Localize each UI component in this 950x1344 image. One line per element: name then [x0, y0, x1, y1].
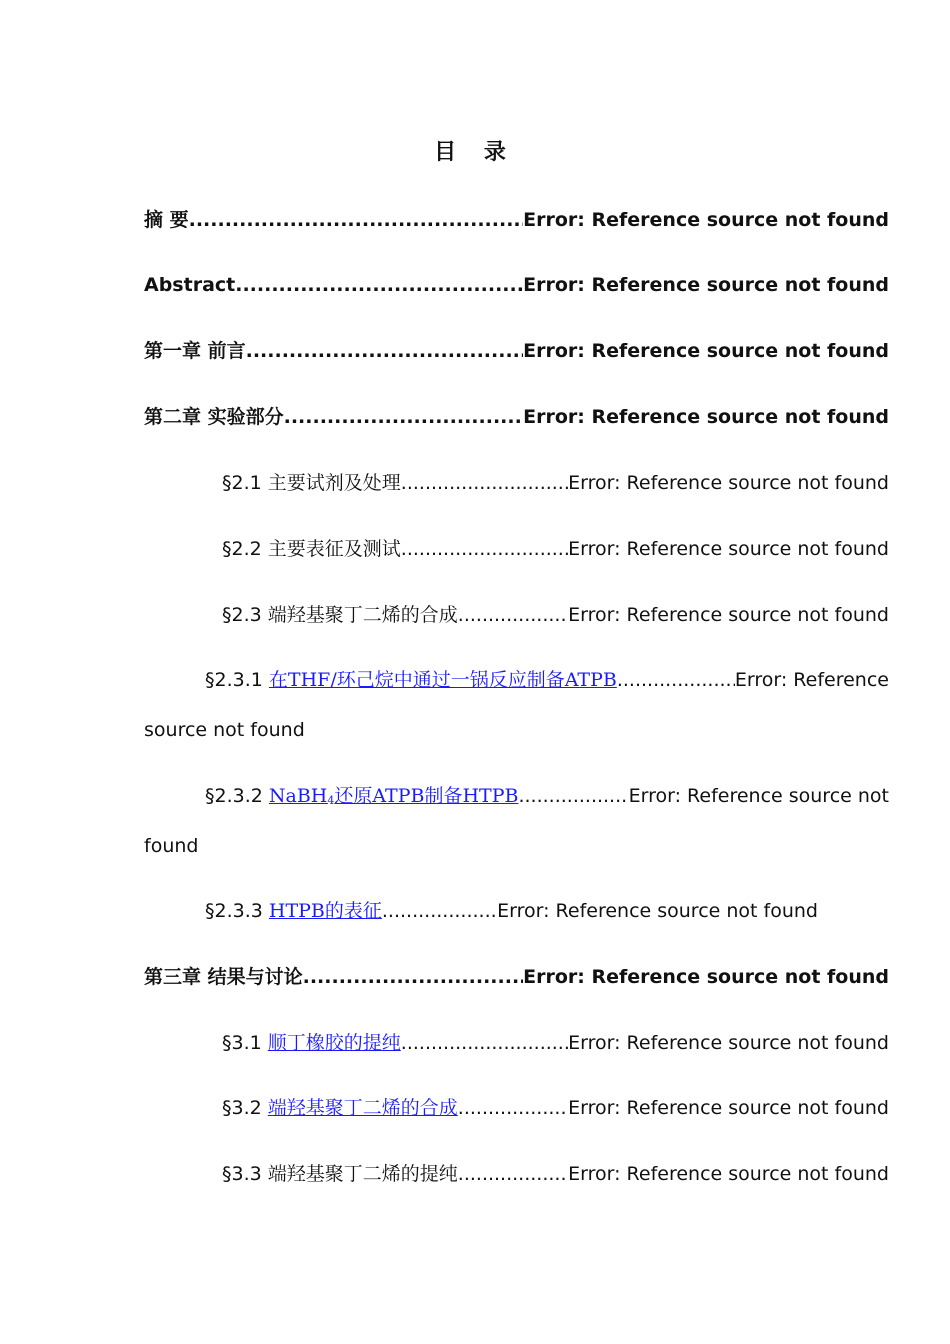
- toc-title: 目 录: [434, 140, 516, 165]
- toc-leader-dots: [458, 601, 568, 629]
- toc-leader-dots: [235, 271, 523, 299]
- toc-leader-dots: [401, 535, 568, 563]
- toc-page-ref: Error: Reference source not: [628, 785, 889, 807]
- toc-page-ref: Error: Reference source not found: [568, 1163, 889, 1185]
- section-title: 端羟基聚丁二烯的提纯: [267, 1163, 458, 1185]
- toc-page-ref: Error: Reference source not found: [497, 900, 818, 922]
- toc-entry-label: [205, 897, 382, 925]
- section-title: 端羟基聚丁二烯的合成: [267, 604, 458, 626]
- section-number: §2.3: [222, 604, 268, 626]
- toc-entry-section-3-1[interactable]: [222, 1029, 889, 1057]
- section-number: §2.3.1: [205, 669, 269, 691]
- toc-page-ref-continued: source not found: [144, 719, 305, 741]
- toc-entry-label: 第三章 结果与讨论: [144, 966, 303, 988]
- toc-entry-label: [222, 535, 401, 563]
- toc-leader-dots: [518, 782, 628, 810]
- toc-entry-section-2-1[interactable]: [222, 469, 889, 497]
- toc-entry-section-2-3-2[interactable]: [205, 782, 889, 815]
- toc-entry-chapter-1[interactable]: [144, 337, 889, 365]
- toc-page-ref: Error: Reference source not found: [523, 209, 889, 231]
- toc-entry-label: [222, 1160, 458, 1188]
- section-number: §2.1: [222, 472, 268, 494]
- toc-page-ref: Error: Reference source not found: [523, 340, 889, 362]
- toc-leader-dots: [401, 1029, 568, 1057]
- toc-leader-dots: [458, 1160, 568, 1188]
- toc-entry-label: [205, 782, 518, 815]
- toc-entry-label: [205, 666, 617, 694]
- toc-page-ref: Error: Reference source not found: [568, 472, 889, 494]
- toc-leader-dots: [382, 897, 497, 925]
- section-number: §2.3.3: [205, 900, 269, 922]
- toc-leader-dots: [303, 963, 524, 991]
- toc-page-ref: Error: Reference: [734, 669, 889, 691]
- toc-entry-abstract-en[interactable]: [144, 271, 889, 299]
- toc-leader-dots: [401, 469, 568, 497]
- subscript: 4: [327, 794, 335, 807]
- section-title-link[interactable]: 顺丁橡胶的提纯: [267, 1032, 401, 1054]
- section-number: §3.3: [222, 1163, 268, 1185]
- toc-entry-chapter-2[interactable]: [144, 403, 889, 431]
- section-title-part: 还原ATPB制备HTPB: [334, 785, 519, 807]
- toc-entry-section-2-2[interactable]: [222, 535, 889, 563]
- toc-entry-abstract-cn[interactable]: [144, 206, 889, 234]
- toc-page-ref: Error: Reference source not found: [568, 1097, 889, 1119]
- toc-entry-section-2-3-1[interactable]: [205, 666, 889, 694]
- toc-entry-label: 摘 要: [144, 209, 189, 231]
- toc-entry-label: Abstract: [144, 274, 236, 296]
- section-title: 主要表征及测试: [267, 538, 401, 560]
- toc-entry-section-2-3-3[interactable]: [205, 897, 818, 925]
- section-title-link[interactable]: 在THF/环己烷中通过一锅反应制备ATPB: [268, 669, 617, 691]
- section-title-link[interactable]: 端羟基聚丁二烯的合成: [267, 1097, 458, 1119]
- toc-entry-label: [222, 1094, 458, 1122]
- toc-leader-dots: [189, 206, 524, 234]
- toc-leader-dots: [458, 1094, 568, 1122]
- section-number: §2.2: [222, 538, 268, 560]
- toc-entry-label: 第一章 前言: [144, 340, 246, 362]
- toc-leader-dots: [246, 337, 524, 365]
- toc-leader-dots: [617, 666, 735, 694]
- toc-entry-label: 第二章 实验部分: [144, 406, 284, 428]
- toc-leader-dots: [284, 403, 524, 431]
- toc-entry-label: [222, 469, 401, 497]
- section-title-part: NaBH: [268, 785, 328, 807]
- section-title-link[interactable]: [269, 785, 519, 807]
- section-title: 主要试剂及处理: [267, 472, 401, 494]
- toc-page-ref: Error: Reference source not found: [523, 406, 889, 428]
- section-number: §3.1: [222, 1032, 268, 1054]
- toc-entry-section-3-3[interactable]: [222, 1160, 889, 1188]
- toc-page-ref: Error: Reference source not found: [568, 1032, 889, 1054]
- toc-page-ref: Error: Reference source not found: [568, 538, 889, 560]
- section-number: §3.2: [222, 1097, 268, 1119]
- section-title-link[interactable]: HTPB的表征: [268, 900, 382, 922]
- toc-page-ref: Error: Reference source not found: [568, 604, 889, 626]
- toc-page-ref: Error: Reference source not found: [523, 274, 889, 296]
- toc-entry-label: [222, 601, 458, 629]
- toc-entry-label: [222, 1029, 401, 1057]
- section-number: §2.3.2: [205, 785, 269, 807]
- toc-entry-section-3-2[interactable]: [222, 1094, 889, 1122]
- toc-page-ref-continued: found: [144, 835, 199, 857]
- toc-entry-section-2-3[interactable]: [222, 601, 889, 629]
- toc-entry-chapter-3[interactable]: [144, 963, 889, 991]
- toc-page-ref: Error: Reference source not found: [523, 966, 889, 988]
